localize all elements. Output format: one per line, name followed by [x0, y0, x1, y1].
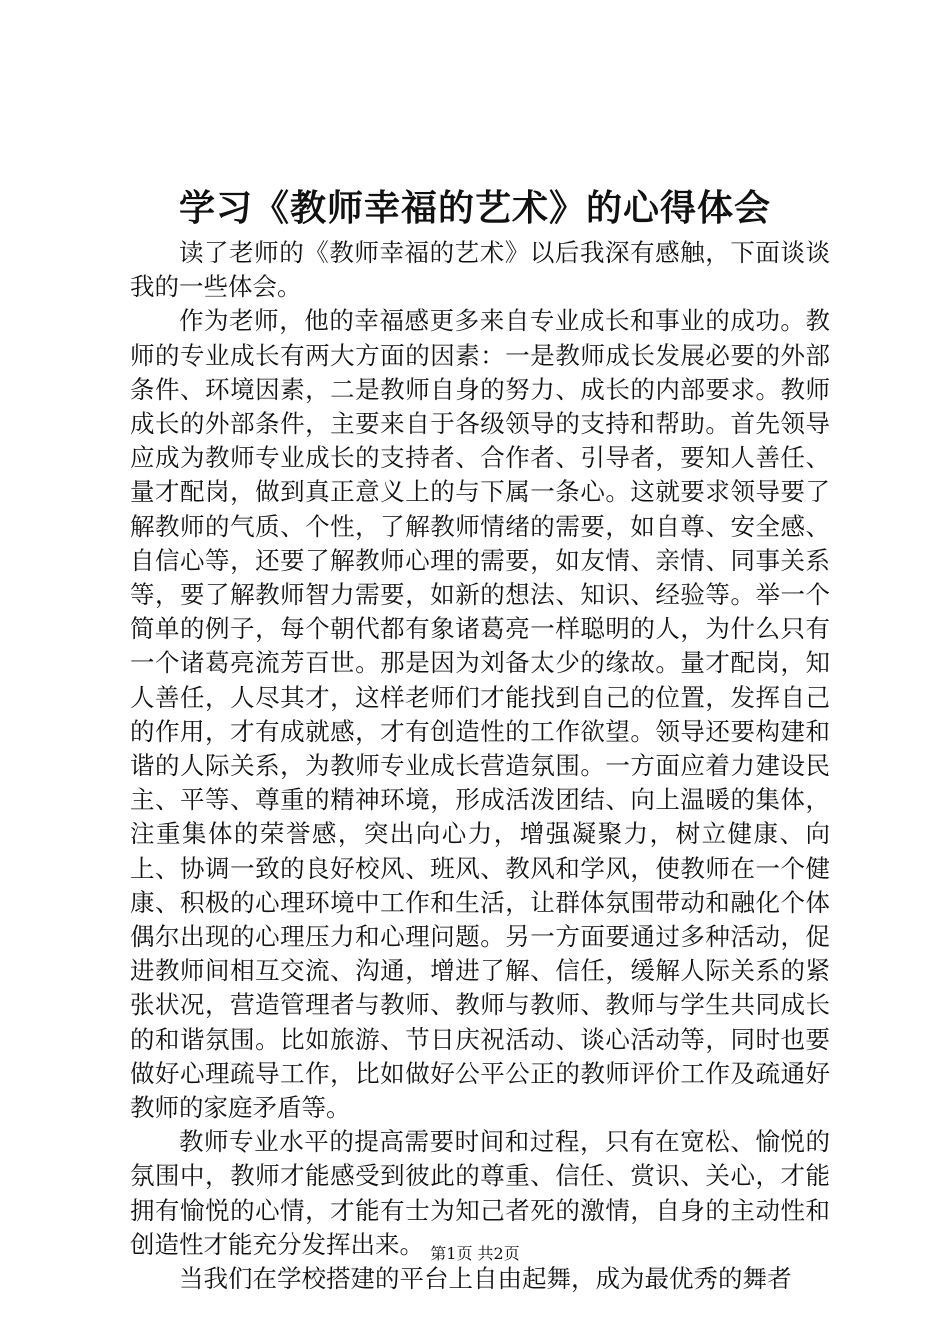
paragraph: 读了老师的《教师幸福的艺术》以后我深有感触，下面谈谈我的一些体会。 — [130, 238, 830, 302]
page-footer: 第1页 共2页 — [430, 1244, 520, 1263]
paragraph: 教师专业水平的提高需要时间和过程，只有在宽松、愉悦的氛围中，教师才能感受到彼此的尊重、信任、赏识、关心，才能拥有愉悦的心情，才能有士为知己者死的激情，自身的主动性和创造性才能充分发挥出来。 — [130, 1127, 830, 1259]
document-body — [130, 236, 830, 1296]
paragraph: 作为老师，他的幸福感更多来自专业成长和事业的成功。教师的专业成长有两大方面的因素：一是教师成长发展必要的外部条件、环境因素，二是教师自身的努力、成长的内部要求。教师成长的外部条件，主要来自于各级领导的支持和帮助。首先领导应成为教师专业成长的支持者、合作者、引导者，要知人善任、量才配岗，做到真正意义上的与下属一条心。这就要求领导要了解教师的气质、个性，了解教师情绪的需要，如自尊、安全感、自信心等，还要了解教师心理的需要，如友情、亲情、同事关系等，要了解教师智力需要，如新的想法、知识、经验等。举一个简单的例子，每个朝代都有象诸葛亮一样聪明的人，为什么只有一个诸葛亮流芳百世。那是因为刘备太少的缘故。量才配岗，知人善任，人尽其才，这样老师们才能找到自己的位置，发挥自己的作用，才有成就感，才有创造性的工作欲望。领导还要构建和谐的人际关系，为教师专业成长营造氛围。一方面应着力建设民主、平等、尊重的精神环境，形成活泼团结、向上温暖的集体，注重集体的荣誉感，突出向心力，增强凝聚力，树立健康、向上、协调一致的良好校风、班风、教风和学风，使教师在一个健康、积极的心理环境中工作和生活，让群体氛围带动和融化个体偶尔出现的心理压力和心理问题。另一方面要通过多种活动，促进教师间相互交流、沟通，增进了解、信任，缓解人际关系的紧张状况，营造管理者与教师、教师与教师、教师与学生共同成长的和谐氛围。比如旅游、节日庆祝活动、谈心活动等，同时也要做好心理疏导工作，比如做好公平公正的教师评价工作及疏通好教师的家庭矛盾等。 — [130, 306, 830, 1123]
document-title: 学习《教师幸福的艺术》的心得体会 — [178, 187, 771, 229]
paragraph: 当我们在学校搭建的平台上自由起舞，成为最优秀的舞者 — [179, 1264, 792, 1294]
